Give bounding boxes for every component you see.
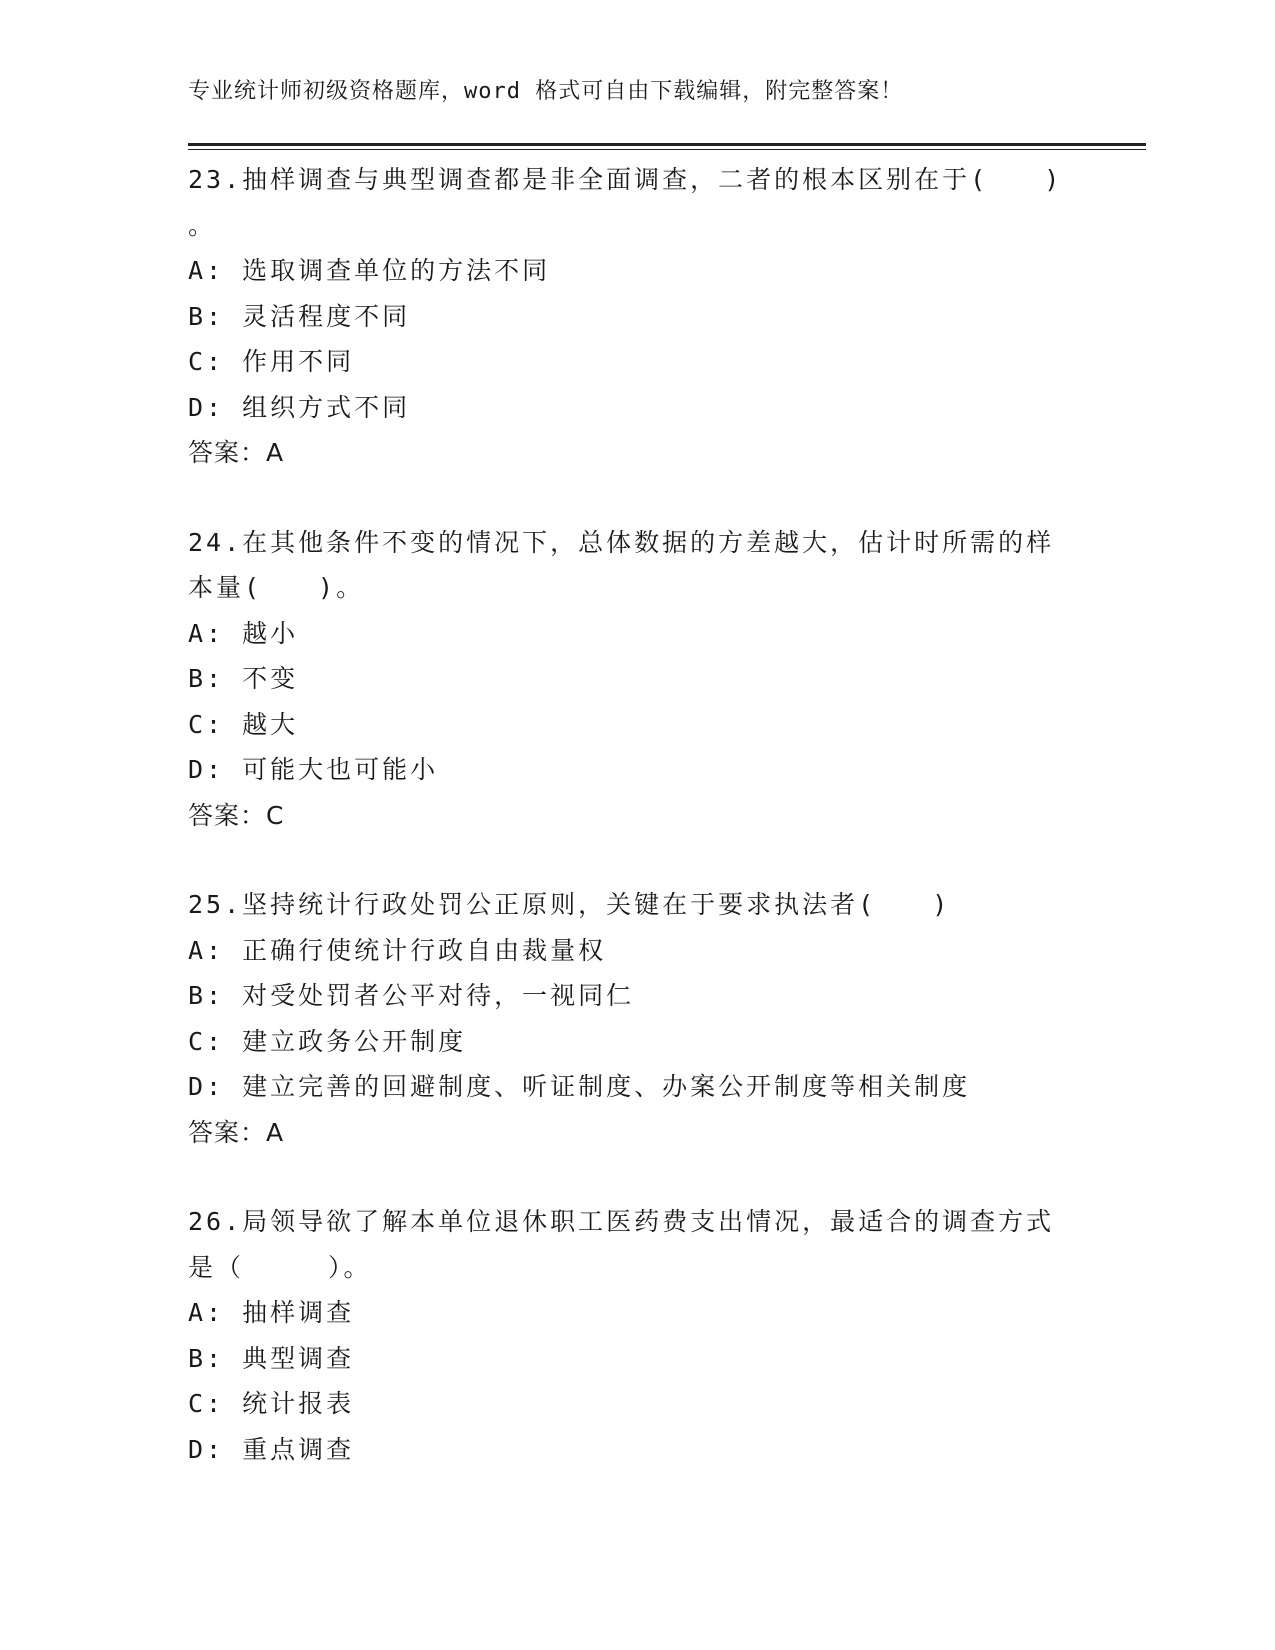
option-d: D: 组织方式不同 <box>188 392 411 422</box>
question-stem: 25.坚持统计行政处罚公正原则，关键在于要求执法者( ) <box>188 890 951 919</box>
question-25 <box>188 882 1088 1155</box>
option-b: B: 灵活程度不同 <box>188 301 411 331</box>
option-a: A: 抽样调查 <box>188 1298 355 1327</box>
option-b: B: 典型调查 <box>188 1343 355 1373</box>
option-a: A: 正确行使统计行政自由裁量权 <box>188 935 607 965</box>
option-c: C: 作用不同 <box>188 347 355 376</box>
question-23 <box>188 157 1088 476</box>
answer-line: 答案：A <box>188 1117 285 1147</box>
question-stem: 23.抽样调查与典型调查都是非全面调查，二者的根本区别在于( ) <box>188 165 1063 194</box>
option-b: B: 不变 <box>188 664 299 693</box>
answer-line: 答案：A <box>188 438 285 467</box>
option-a: A: 选取调查单位的方法不同 <box>188 256 551 285</box>
option-d: D: 建立完善的回避制度、听证制度、办案公开制度等相关制度 <box>188 1072 971 1101</box>
option-c: C: 越大 <box>188 709 299 739</box>
option-a: A: 越小 <box>188 618 299 648</box>
question-stem: 。 <box>188 210 217 240</box>
question-stem: 本量( )。 <box>188 573 365 602</box>
option-c: C: 建立政务公开制度 <box>188 1026 467 1056</box>
option-b: B: 对受处罚者公平对待，一视同仁 <box>188 981 635 1010</box>
question-stem: 26.局领导欲了解本单位退休职工医药费支出情况，最适合的调查方式 <box>188 1207 1055 1236</box>
header-rule-thin <box>188 149 1146 150</box>
answer-line: 答案：C <box>188 800 285 830</box>
question-26 <box>188 1199 1088 1472</box>
option-d: D: 可能大也可能小 <box>188 755 439 784</box>
page-header: 专业统计师初级资格题库，word 格式可自由下载编辑，附完整答案！ <box>188 79 904 104</box>
option-c: C: 统计报表 <box>188 1389 355 1418</box>
question-list <box>188 157 1088 1472</box>
option-d: D: 重点调查 <box>188 1434 355 1464</box>
question-stem: 24.在其他条件不变的情况下，总体数据的方差越大，估计时所需的样 <box>188 527 1055 557</box>
question-24 <box>188 520 1088 839</box>
header-rule-thick <box>188 143 1146 146</box>
question-stem: 是（ ）。 <box>188 1252 372 1282</box>
